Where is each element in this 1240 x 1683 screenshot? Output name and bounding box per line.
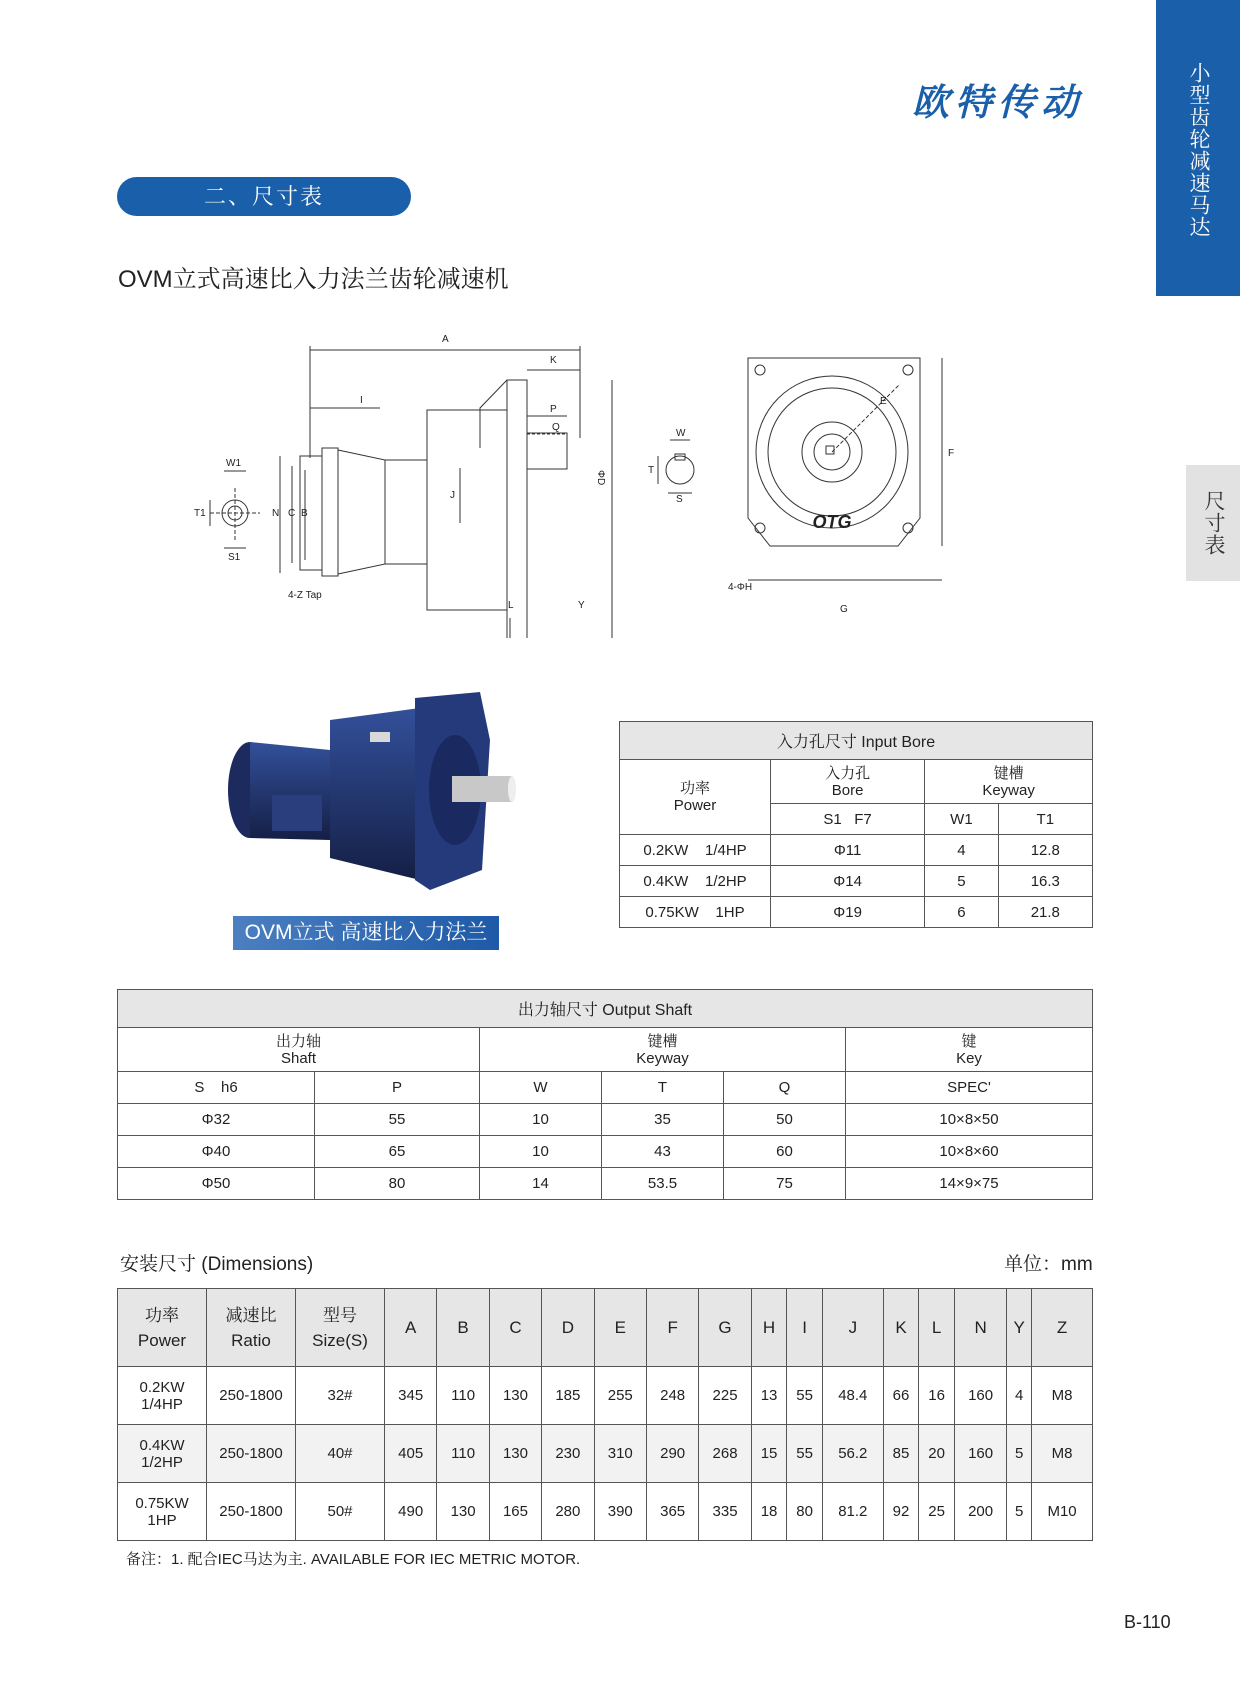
svg-text:T: T: [648, 465, 655, 476]
svg-text:K: K: [550, 355, 557, 366]
svg-text:B: B: [301, 508, 308, 519]
svg-text:Y: Y: [578, 600, 585, 611]
svg-text:L: L: [508, 600, 514, 611]
table-row: Φ50 80 14 53.5 75 14×9×75: [118, 1168, 1093, 1200]
unit-label: 单位：mm: [1004, 1254, 1093, 1275]
table-row: 0.2KW 1/4HP Φ11 4 12.8: [620, 835, 1093, 866]
svg-text:4-ΦH: 4-ΦH: [728, 582, 753, 593]
input-bore-view: [210, 471, 260, 548]
svg-text:A: A: [442, 334, 449, 345]
flange-front-view: [748, 358, 942, 580]
table-row: 0.75KW 1HP 250-1800 50# 490 130 165 280 390 365 335 18 80 81.2 92 25 200 5 M10: [118, 1483, 1093, 1541]
svg-text:4-Z Tap: 4-Z Tap: [288, 590, 322, 601]
brand-logo: 欧特传动: [912, 82, 1084, 123]
output-shaft-title: 出力轴尺寸 Output Shaft: [118, 990, 1093, 1028]
footnote: 备注：1. 配合IEC马达为主. AVAILABLE FOR IEC METRIC MOTOR.: [126, 1551, 581, 1568]
table-row: 0.75KW 1HP Φ19 6 21.8: [620, 897, 1093, 928]
table-row: Φ32 55 10 35 50 10×8×50: [118, 1104, 1093, 1136]
svg-text:S1: S1: [228, 552, 241, 563]
dimensions-title: 安装尺寸 (Dimensions): [120, 1254, 314, 1275]
table-row: Φ40 65 10 43 60 10×8×60: [118, 1136, 1093, 1168]
shaft-keyway-view: [658, 440, 694, 493]
output-shaft-table: 出力轴尺寸 Output Shaft 出力轴 Shaft 键槽 Keyway 键 Key S h6 P W T Q SPEC' Φ32 55 10 35 50 10×8×50 Φ40 65 10 43 60 10×8×60 Φ50 80 14 53.5 75 14×9×75: [117, 989, 1093, 1200]
svg-text:C: C: [288, 508, 296, 519]
svg-text:P: P: [550, 404, 557, 415]
page-number: B-110: [1124, 1612, 1171, 1632]
side-tab-category-label: 小型齿轮减速马达: [1187, 62, 1210, 238]
svg-text:ΦD: ΦD: [595, 470, 606, 486]
input-bore-title: 入力孔尺寸 Input Bore: [620, 722, 1093, 760]
table-row: 0.4KW 1/2HP Φ14 5 16.3: [620, 866, 1093, 897]
product-photo: [220, 680, 520, 900]
product-title: OVM立式高速比入力法兰齿轮减速机: [118, 266, 509, 293]
otg-logo-text: OTG: [812, 512, 852, 532]
side-view: [280, 346, 612, 638]
svg-text:Q: Q: [552, 422, 560, 433]
side-tab-section[interactable]: [1186, 465, 1240, 581]
svg-text:F: F: [948, 448, 955, 459]
table-row: 0.4KW 1/2HP 250-1800 40# 405 110 130 230 310 290 268 15 55 56.2 85 20 160 5 M8: [118, 1425, 1093, 1483]
table-row: 0.2KW 1/4HP 250-1800 32# 345 110 130 185 255 248 225 13 55 48.4 66 16 160 4 M8: [118, 1367, 1093, 1425]
product-photo-label: OVM立式 高速比入力法兰: [233, 916, 499, 950]
svg-text:T1: T1: [194, 508, 206, 519]
svg-text:E: E: [880, 396, 887, 407]
svg-text:G: G: [840, 604, 848, 615]
svg-text:W: W: [676, 428, 686, 439]
side-tab-category[interactable]: [1156, 0, 1240, 296]
svg-text:W1: W1: [226, 458, 241, 469]
side-tab-section-label: 尺寸表: [1202, 490, 1225, 556]
section-heading: 二、尺寸表: [117, 177, 411, 216]
svg-text:S: S: [676, 494, 683, 505]
svg-text:I: I: [360, 395, 363, 406]
input-bore-table: 入力孔尺寸 Input Bore 功率 Power 入力孔 Bore 键槽 Keyway S1 F7 W1 T1 0.2KW 1/4HP Φ11 4 12.8 0.4KW 1/2HP Φ14 5 16.3 0.75KW 1HP Φ19 6 21.8: [619, 721, 1093, 928]
svg-text:J: J: [450, 490, 455, 501]
dimension-drawing: [180, 318, 1040, 638]
dimensions-table: 功率 Power 减速比 Ratio 型号 Size(S) A B C D E F G H I J K L N Y Z 0.2KW 1/4HP 250-1800 32# 345 110 130 185 255 248 225 13 55 48.4 66 16 160 4 M8 0.4KW 1/2HP 250-1800 40# 405 110 130 230 310 290 268 15 55 56.2 85 20 160 5 M8 0.75KW 1HP 250-1800 50# 490 130 165 280 390 365 335 18 80 81.2 92 25 200 5 M10: [117, 1288, 1093, 1541]
svg-text:N: N: [272, 508, 280, 519]
